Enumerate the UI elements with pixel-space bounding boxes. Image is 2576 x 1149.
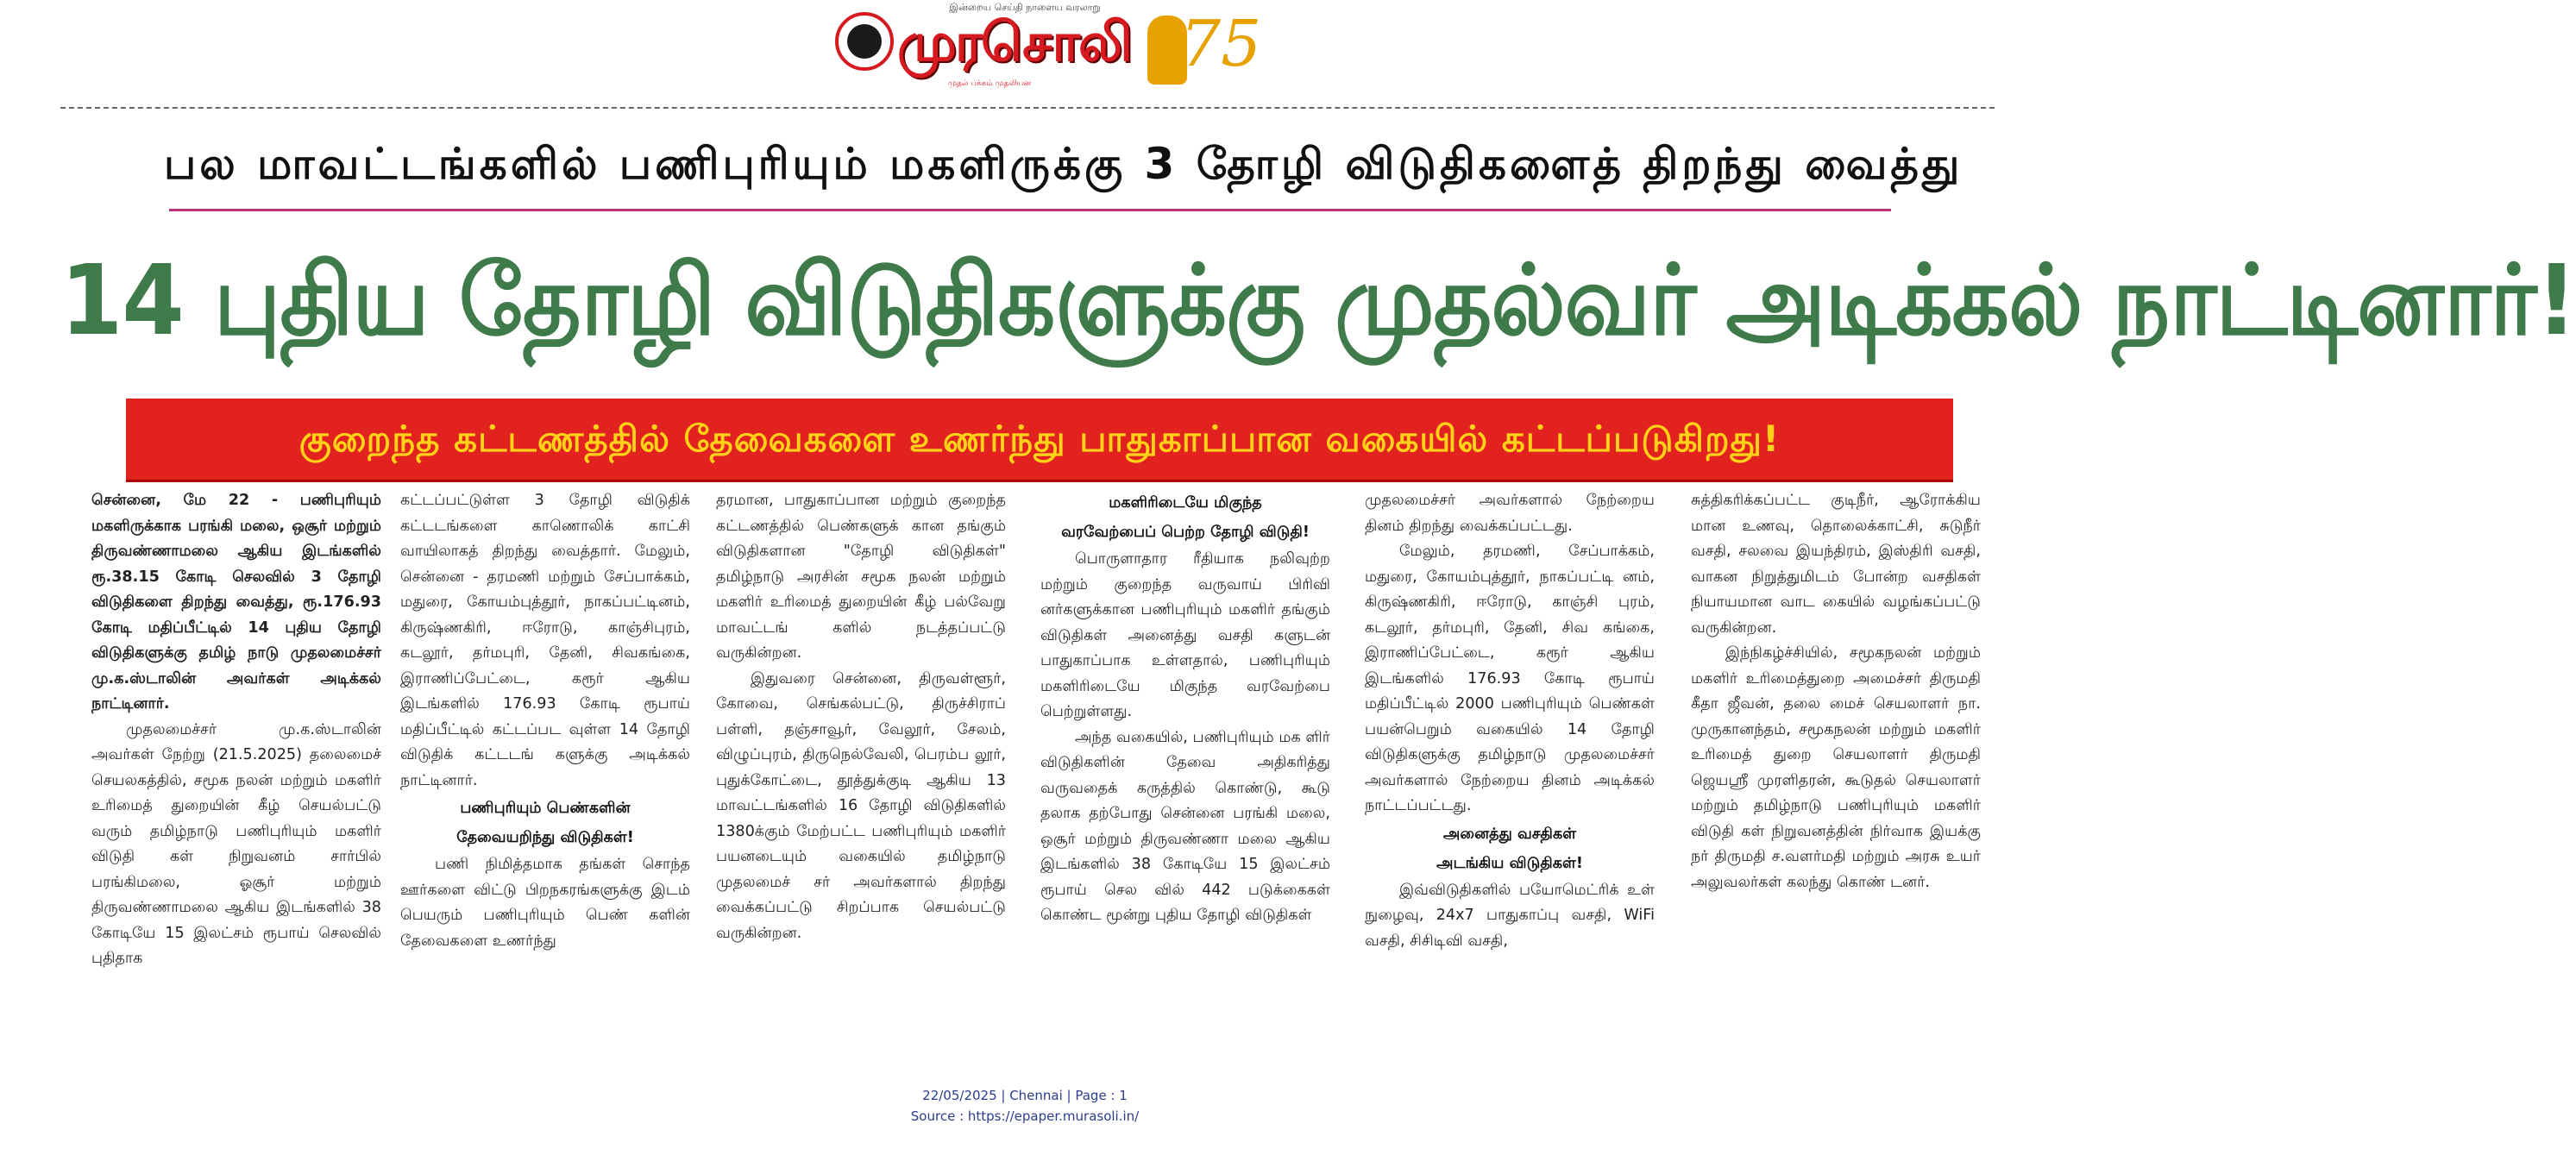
main-headline: 14 புதிய தோழி விடுதிகளுக்கு முதல்வர் அடிக்கல் நாட்டினார்! xyxy=(60,243,2576,357)
paragraph: சுத்திகரிக்கப்பட்ட குடிநீர், ஆரோக்கிய மான உணவு, தொலைக்காட்சி, சுடுநீர் வசதி, சலவை இயந்திரம், இஸ்திரி வசதி, வாகன நிறுத்துமிடம் போன்ற வசதிகள் நியாயமான வாட கையில் வழங்கப்பட்டு வருகின்றன. xyxy=(1691,492,1981,637)
dateline: சென்னை, மே 22 - xyxy=(91,492,279,509)
subheading: பணிபுரியும் பெண்களின் xyxy=(460,800,631,817)
paragraph: முதலமைச்சர் அவர்களால் நேற்றைய தினம் திறந்து வைக்கப்பட்டது. xyxy=(1365,492,1655,535)
paragraph: முதலமைச்சர் மு.க.ஸ்டாலின் அவர்கள் நேற்று (21.5.2025) தலைமைச் செயலகத்தில், சமூக நலன் மற்றும் மகளிர் உரிமைத் துறையின் கீழ் செயல்பட்டு வரும் தமிழ்நாடு பணிபுரியும் மகளிர் விடுதி கள் நிறுவனம் சார்பில் பரங்கிமலை, ஓசூர் மற்றும் திருவண்ணாமலை ஆகிய இடங்களில் 38 கோடியே 15 இலட்சம் ரூபாய் செலவில் புதிதாக xyxy=(91,720,381,967)
paragraph: இந்நிகழ்ச்சியில், சமூகநலன் மற்றும் மகளிர் உரிமைத்துறை அமைச்சர் திருமதி கீதா ஜீவன், தலை மைச் செயலாளர் நா. முருகானந்தம், சமூகநலன் மற்றும் மகளிர் உரிமைத் துறை செயலாளர் திருமதி ஜெயஸ்ரீ முரளிதரன், கூடுதல் செயலாளர் மற்றும் தமிழ்நாடு பணிபுரியும் மகளிர் விடுதி கள் நிறுவனத்தின் நிர்வாக இயக்கு நர் திருமதி ச.வளர்மதி மற்றும் அரசு உயர் அலுவலர்கள் கலந்து கொண் டனர். xyxy=(1691,644,1981,891)
newspaper-logo: முரசொலி xyxy=(897,10,1131,73)
subheading: அனைத்து வசதிகள் xyxy=(1442,825,1577,843)
subheading: மகளிரிடையே மிகுந்த xyxy=(1109,494,1262,512)
subheading: வரவேற்பைப் பெற்ற தோழி விடுதி! xyxy=(1061,524,1310,541)
footer-source-link[interactable]: Source : https://epaper.murasoli.in/ xyxy=(910,1108,1140,1124)
drum-emblem-icon xyxy=(835,12,894,71)
logo-subline: முதல் பக்கம் முதலியன xyxy=(948,79,1031,88)
page-footer xyxy=(0,1085,2050,1127)
subheading: தேவையறிந்து விடுதிகள்! xyxy=(456,829,634,846)
kicker-headline: பல மாவட்டங்களில் பணிபுரியும் மகளிருக்கு 3 தோழி விடுதிகளைத் திறந்து வைத்து xyxy=(164,139,1963,189)
article-column-5 xyxy=(1365,488,1655,954)
subheadline-banner xyxy=(126,399,1953,480)
paragraph: தரமான, பாதுகாப்பான மற்றும் குறைந்த கட்டணத்தில் பெண்களுக் கான தங்கும் விடுதிகளான "தோழி விடுதிகள்" தமிழ்நாடு அரசின் சமூக நலன் மற்றும் மகளிர் உரிமைத் துறையின் கீழ் பல்வேறு மாவட்டங் களில் நடத்தப்பட்டு வருகின்றன. xyxy=(716,492,1006,662)
footer-date-page: 22/05/2025 | Chennai | Page : 1 xyxy=(922,1088,1128,1103)
masthead xyxy=(0,0,2050,102)
article-column-3 xyxy=(716,488,1006,946)
article-lead xyxy=(91,488,381,718)
article-column-4 xyxy=(1040,488,1330,929)
article-column-6 xyxy=(1691,488,1981,895)
paragraph: இதுவரை சென்னை, திருவள்ளூர், கோவை, செங்கல்பட்டு, திருச்சிராப் பள்ளி, தஞ்சாவூர், வேலூர், சேலம், விழுப்புரம், திருநெல்வேலி, பெரம்ப லூர், புதுக்கோட்டை, தூத்துக்குடி ஆகிய 13 மாவட்டங்களில் 16 தோழி விடுதிகளில் 1380க்கும் மேற்பட்ட பணிபுரியும் மகளிர் பயனடையும் வகையில் தமிழ்நாடு முதலமைச் சர் அவர்களால் திறந்து வைக்கப்பட்டு சிறப்பாக செயல்பட்டு வருகின்றன. xyxy=(716,669,1006,942)
anniversary-badge: 75 xyxy=(1180,7,1262,81)
masthead-tagline: இன்றைய செய்தி நாளைய வரலாறு xyxy=(949,2,1101,13)
paragraph: இவ்விடுதிகளில் பயோமெட்ரிக் உள் நுழைவு, 24x7 பாதுகாப்பு வசதி, WiFi வசதி, சிசிடிவி வசதி, xyxy=(1365,881,1655,950)
article-column-2 xyxy=(400,488,690,954)
paragraph: பணி நிமித்தமாக தங்கள் சொந்த ஊர்களை விட்டு பிறநகரங்களுக்கு இடம் பெயரும் பணிபுரியும் பெண் களின் தேவைகளை உணர்ந்து xyxy=(400,856,690,950)
paragraph: பொருளாதார ரீதியாக நலிவுற்ற மற்றும் குறைந்த வருவாய் பிரிவி னர்களுக்கான பணிபுரியும் மகளிர் தங்கும் விடுதிகள் அனைத்து வசதி களுடன் பாதுகாப்பாக உள்ளதால், பணிபுரியும் மகளிரிடையே மிகுந்த வரவேற்பை பெற்றுள்ளது. xyxy=(1040,550,1330,720)
banner-text: குறைந்த கட்டணத்தில் தேவைகளை உணர்ந்து பாதுகாப்பான வகையில் கட்டப்படுகிறது! xyxy=(298,418,1781,460)
paragraph: அந்த வகையில், பணிபுரியும் மக ளிர் விடுதிகளின் தேவை அதிகரித்து வருவதைக் கருத்தில் கொண்டு, கூடு தலாக தற்போது சென்னை பரங்கி மலை, ஒசூர் மற்றும் திருவண்ணா மலை ஆகிய இடங்களில் 38 கோடியே 15 இலட்சம் ரூபாய் செல வில் 442 படுக்கைகள் கொண்ட மூன்று புதிய தோழி விடுதிகள் xyxy=(1040,728,1330,924)
subheading: அடங்கிய விடுதிகள்! xyxy=(1436,854,1583,872)
article-column-1 xyxy=(91,488,381,972)
masthead-divider xyxy=(60,107,1995,109)
lead-text: பணிபுரியும் மகளிருக்காக பரங்கி மலை, ஒசூர் மற்றும் திருவண்ணாமலை ஆகிய இடங்களில் ரூ.38.15 கோடி செலவில் 3 தோழி விடுதிகளை திறந்து வைத்து, ரூ.176.93 கோடி மதிப்பீட்டில் 14 புதிய தோழி விடுதிகளுக்கு தமிழ் நாடு முதலமைச்சர் மு.க.ஸ்டாலின் அவர்கள் அடிக்கல் நாட்டினார். xyxy=(91,492,381,713)
kicker-rule xyxy=(169,209,1891,211)
paragraph: மேலும், தரமணி, சேப்பாக்கம், மதுரை, கோயம்புத்தூர், நாகப்பட்டி னம், கிருஷ்ணகிரி, ஈரோடு, காஞ்சி புரம், கடலூர், தர்மபுரி, தேனி, சிவ கங்கை, இராணிப்பேட்டை, கரூர் ஆகிய இடங்களில் 176.93 கோடி ரூபாய் மதிப்பீட்டில் 2000 பணிபுரியும் பெண்கள் பயன்பெறும் வகையில் 14 தோழி விடுதிகளுக்கு தமிழ்நாடு முதலமைச்சர் அவர்களால் நேற்றைய தினம் அடிக்கல் நாட்டப்பட்டது. xyxy=(1365,543,1655,814)
paragraph: கட்டப்பட்டுள்ள 3 தோழி விடுதிக் கட்டடங்களை காணொலிக் காட்சி வாயிலாகத் திறந்து வைத்தார். மேலும், சென்னை - தரமணி மற்றும் சேப்பாக்கம், மதுரை, கோயம்புத்தூர், நாகப்பட்டினம், கிருஷ்ணகிரி, ஈரோடு, காஞ்சிபுரம், கடலூர், தர்மபுரி, தேனி, சிவகங்கை, இராணிப்பேட்டை, கரூர் ஆகிய இடங்களில் 176.93 கோடி ரூபாய் மதிப்பீட்டில் கட்டப்பட வுள்ள 14 தோழி விடுதிக் கட்டடங் களுக்கு அடிக்கல் நாட்டினார். xyxy=(400,492,690,789)
